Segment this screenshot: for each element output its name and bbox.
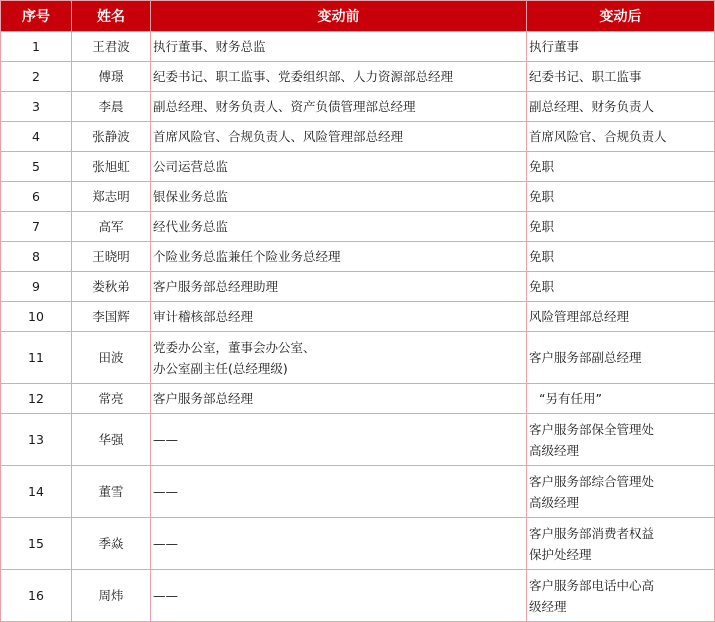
cell-after (527, 182, 715, 212)
cell-index: 8 (1, 242, 72, 272)
cell-name: 娄秋弟 (72, 272, 151, 302)
table-row (1, 182, 715, 212)
cell-after (527, 570, 715, 622)
cell-name: 张静波 (72, 122, 151, 152)
cell-name: 常亮 (72, 384, 151, 414)
cell-before (151, 518, 527, 570)
before-line: —— (153, 484, 178, 499)
cell-index: 13 (1, 414, 72, 466)
cell-after (527, 92, 715, 122)
table-row (1, 466, 715, 518)
cell-name: 田波 (72, 332, 151, 384)
cell-index: 4 (1, 122, 72, 152)
table-row (1, 62, 715, 92)
cell-after (527, 32, 715, 62)
after-line: “另有任用” (539, 391, 602, 406)
cell-before (151, 92, 527, 122)
before-line: 客户服务部总经理 (153, 391, 254, 406)
after-line: 风险管理部总经理 (529, 309, 630, 324)
cell-index: 3 (1, 92, 72, 122)
cell-name: 季焱 (72, 518, 151, 570)
table-row (1, 242, 715, 272)
after-line: 客户服务部电话中心高 (529, 577, 655, 593)
cell-index: 7 (1, 212, 72, 242)
after-line: 级经理 (529, 598, 567, 614)
cell-after (527, 212, 715, 242)
before-line: —— (153, 536, 178, 551)
table-row (1, 414, 715, 466)
cell-before (151, 302, 527, 332)
cell-name: 周炜 (72, 570, 151, 622)
cell-after (527, 302, 715, 332)
cell-index: 1 (1, 32, 72, 62)
cell-before (151, 182, 527, 212)
table-header-row (1, 1, 715, 32)
cell-index: 2 (1, 62, 72, 92)
header-before: 变动前 (151, 1, 527, 32)
after-line: 客户服务部消费者权益 (529, 525, 655, 541)
table-row (1, 212, 715, 242)
cell-after (527, 414, 715, 466)
cell-before (151, 272, 527, 302)
cell-name: 郑志明 (72, 182, 151, 212)
table-row (1, 272, 715, 302)
before-line: 经代业务总监 (153, 219, 229, 234)
cell-before (151, 384, 527, 414)
cell-name: 李国辉 (72, 302, 151, 332)
cell-name: 王晓明 (72, 242, 151, 272)
table-row (1, 92, 715, 122)
header-name: 姓名 (72, 1, 151, 32)
before-line: 银保业务总监 (153, 189, 229, 204)
after-line: 高级经理 (529, 494, 580, 510)
cell-name: 董雪 (72, 466, 151, 518)
after-line: 首席风险官、合规负责人 (529, 129, 667, 144)
after-line: 免职 (529, 189, 555, 204)
cell-before (151, 62, 527, 92)
after-line: 客户服务部综合管理处 (529, 473, 655, 489)
before-line: 客户服务部总经理助理 (153, 279, 279, 294)
before-line: 纪委书记、职工监事、党委组织部、人力资源部总经理 (153, 69, 454, 84)
cell-before (151, 570, 527, 622)
after-line: 免职 (529, 279, 555, 294)
cell-after (527, 332, 715, 384)
table-row (1, 32, 715, 62)
after-line: 保护处经理 (529, 546, 592, 562)
cell-name: 李晨 (72, 92, 151, 122)
cell-after (527, 152, 715, 182)
cell-after (527, 272, 715, 302)
after-line: 客户服务部保全管理处 (529, 421, 655, 437)
cell-before (151, 242, 527, 272)
after-line: 免职 (529, 219, 555, 234)
table-row (1, 518, 715, 570)
cell-index: 16 (1, 570, 72, 622)
before-line: 首席风险官、合规负责人、风险管理部总经理 (153, 129, 404, 144)
before-line: 公司运营总监 (153, 159, 229, 174)
cell-before (151, 414, 527, 466)
table-row (1, 332, 715, 384)
table-row (1, 384, 715, 414)
after-line: 免职 (529, 159, 555, 174)
before-line: 党委办公室，董事会办公室、 (153, 339, 316, 355)
cell-after (527, 62, 715, 92)
cell-after (527, 466, 715, 518)
cell-before (151, 32, 527, 62)
cell-before (151, 122, 527, 152)
before-line: 审计稽核部总经理 (153, 309, 254, 324)
cell-after (527, 384, 715, 414)
after-line: 客户服务部副总经理 (529, 350, 642, 365)
cell-name: 傅璟 (72, 62, 151, 92)
table-row (1, 152, 715, 182)
table-row (1, 570, 715, 622)
cell-after (527, 122, 715, 152)
table-body (1, 32, 715, 622)
cell-name: 张旭虹 (72, 152, 151, 182)
cell-name: 王君波 (72, 32, 151, 62)
header-after: 变动后 (527, 1, 715, 32)
table-row (1, 122, 715, 152)
cell-name: 高军 (72, 212, 151, 242)
table-row (1, 302, 715, 332)
cell-index: 10 (1, 302, 72, 332)
after-line: 免职 (529, 249, 555, 264)
before-line: 执行董事、财务总监 (153, 39, 266, 54)
cell-index: 6 (1, 182, 72, 212)
cell-index: 15 (1, 518, 72, 570)
after-line: 执行董事 (529, 39, 580, 54)
cell-before (151, 466, 527, 518)
cell-after (527, 242, 715, 272)
cell-index: 9 (1, 272, 72, 302)
header-index: 序号 (1, 1, 72, 32)
cell-index: 5 (1, 152, 72, 182)
after-line: 副总经理、财务负责人 (529, 99, 655, 114)
cell-index: 12 (1, 384, 72, 414)
cell-index: 11 (1, 332, 72, 384)
before-line: 办公室副主任(总经理级) (153, 360, 288, 376)
before-line: —— (153, 432, 178, 447)
cell-after (527, 518, 715, 570)
before-line: 副总经理、财务负责人、资产负债管理部总经理 (153, 99, 416, 114)
after-line: 高级经理 (529, 442, 580, 458)
before-line: 个险业务总监兼任个险业务总经理 (153, 249, 341, 264)
before-line: —— (153, 588, 178, 603)
cell-before (151, 332, 527, 384)
cell-index: 14 (1, 466, 72, 518)
cell-before (151, 152, 527, 182)
cell-before (151, 212, 527, 242)
cell-name: 华强 (72, 414, 151, 466)
after-line: 纪委书记、职工监事 (529, 69, 642, 84)
